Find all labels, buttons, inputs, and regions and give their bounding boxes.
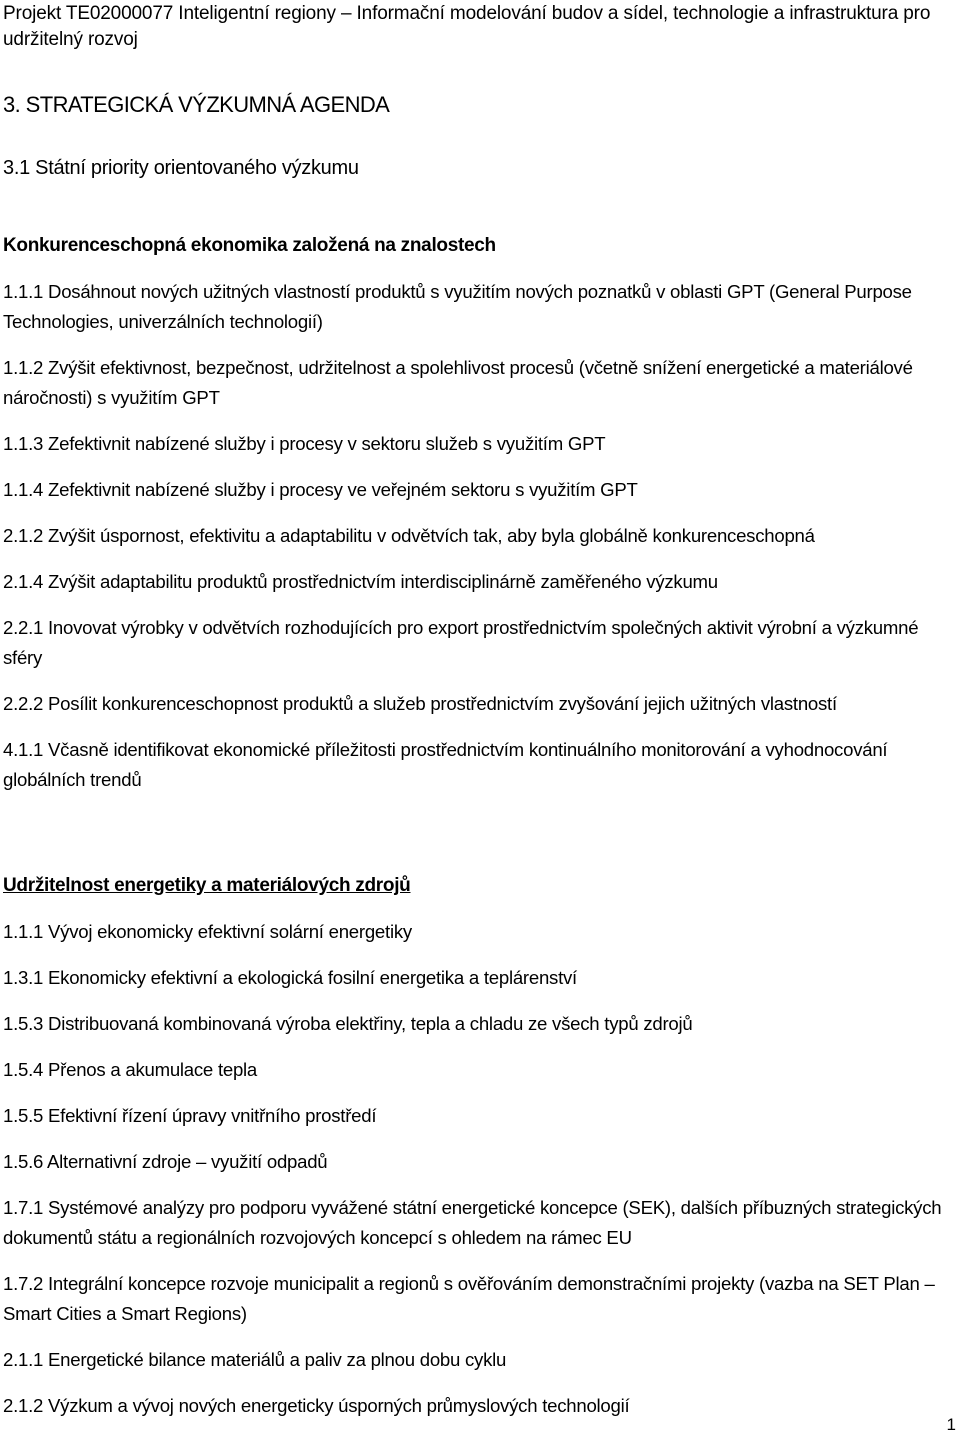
priority-item: 1.1.2 Zvýšit efektivnost, bezpečnost, udržitelnost a spolehlivost procesů (včetně snížení energetické a materiálové náročnosti) s využitím GPT: [3, 357, 913, 408]
priority-item: 1.7.2 Integrální koncepce rozvoje municipalit a regionů s ověřováním demonstračními projekty (vazba na SET Plan – Smart Cities a Smart Regions): [3, 1273, 935, 1324]
priority-list: [3, 277, 958, 795]
section-title: 3.1 Státní priority orientovaného výzkumu: [3, 157, 359, 179]
priority-item: 2.2.2 Posílit konkurenceschopnost produktů a služeb prostřednictvím zvyšování jejich užitných vlastností: [3, 693, 837, 714]
priority-item: 1.5.3 Distribuovaná kombinovaná výroba elektřiny, tepla a chladu ze všech typů zdrojů: [3, 1013, 693, 1034]
project-title: Projekt TE02000077 Inteligentní regiony – Informační modelování budov a sídel, technologie a infrastruktura pro udržitelný rozvoj: [3, 3, 931, 50]
priority-item: 1.1.1 Dosáhnout nových užitných vlastností produktů s využitím nových poznatků v oblasti GPT (General Purpose Technologies, univerzálních technologií): [3, 281, 912, 332]
priority-item: 2.1.2 Výzkum a vývoj nových energeticky úsporných průmyslových technologií: [3, 1395, 630, 1416]
group-title: Konkurenceschopná ekonomika založená na znalostech: [3, 235, 496, 256]
priority-item: 1.5.4 Přenos a akumulace tepla: [3, 1059, 258, 1080]
priority-item: 1.1.3 Zefektivnit nabízené služby i procesy v sektoru služeb s využitím GPT: [3, 433, 606, 454]
priority-item: 2.1.1 Energetické bilance materiálů a paliv za plnou dobu cyklu: [3, 1349, 507, 1370]
group-competitive-economy: [3, 231, 958, 795]
group-energy-sustainability: [3, 871, 958, 1421]
priority-item: 2.1.2 Zvýšit úspornost, efektivitu a adaptabilitu v odvětvích tak, aby byla globálně konkurenceschopná: [3, 525, 815, 546]
priority-item: 2.2.1 Inovovat výrobky v odvětvích rozhodujících pro export prostřednictvím společných aktivit výrobní a výzkumné sféry: [3, 617, 919, 668]
priority-item: 1.5.5 Efektivní řízení úpravy vnitřního prostředí: [3, 1105, 377, 1126]
priority-item: 2.1.4 Zvýšit adaptabilitu produktů prostřednictvím interdisciplinárně zaměřeného výzkumu: [3, 571, 718, 592]
group-title: Udržitelnost energetiky a materiálových zdrojů: [3, 875, 411, 896]
priority-item: 4.1.1 Včasně identifikovat ekonomické příležitosti prostřednictvím kontinuálního monitorování a vyhodnocování globálních trendů: [3, 739, 888, 790]
document-content: [3, 0, 958, 1421]
priority-item: 1.1.4 Zefektivnit nabízené služby i procesy ve veřejném sektoru s využitím GPT: [3, 479, 638, 500]
priority-list: [3, 917, 958, 1421]
priority-item: 1.3.1 Ekonomicky efektivní a ekologická fosilní energetika a teplárenství: [3, 967, 577, 988]
priority-item: 1.7.1 Systémové analýzy pro podporu vyvážené státní energetické koncepce (SEK), dalších příbuzných strategických dokumentů státu a regionálních rozvojových koncepcí s ohledem na rámec EU: [3, 1197, 942, 1248]
priority-item: 1.5.6 Alternativní zdroje – využití odpadů: [3, 1151, 328, 1172]
page-number: 1: [946, 1415, 956, 1434]
priority-item: 1.1.1 Vývoj ekonomicky efektivní solární energetiky: [3, 921, 412, 942]
chapter-title: 3. STRATEGICKÁ VÝZKUMNÁ AGENDA: [3, 92, 390, 117]
